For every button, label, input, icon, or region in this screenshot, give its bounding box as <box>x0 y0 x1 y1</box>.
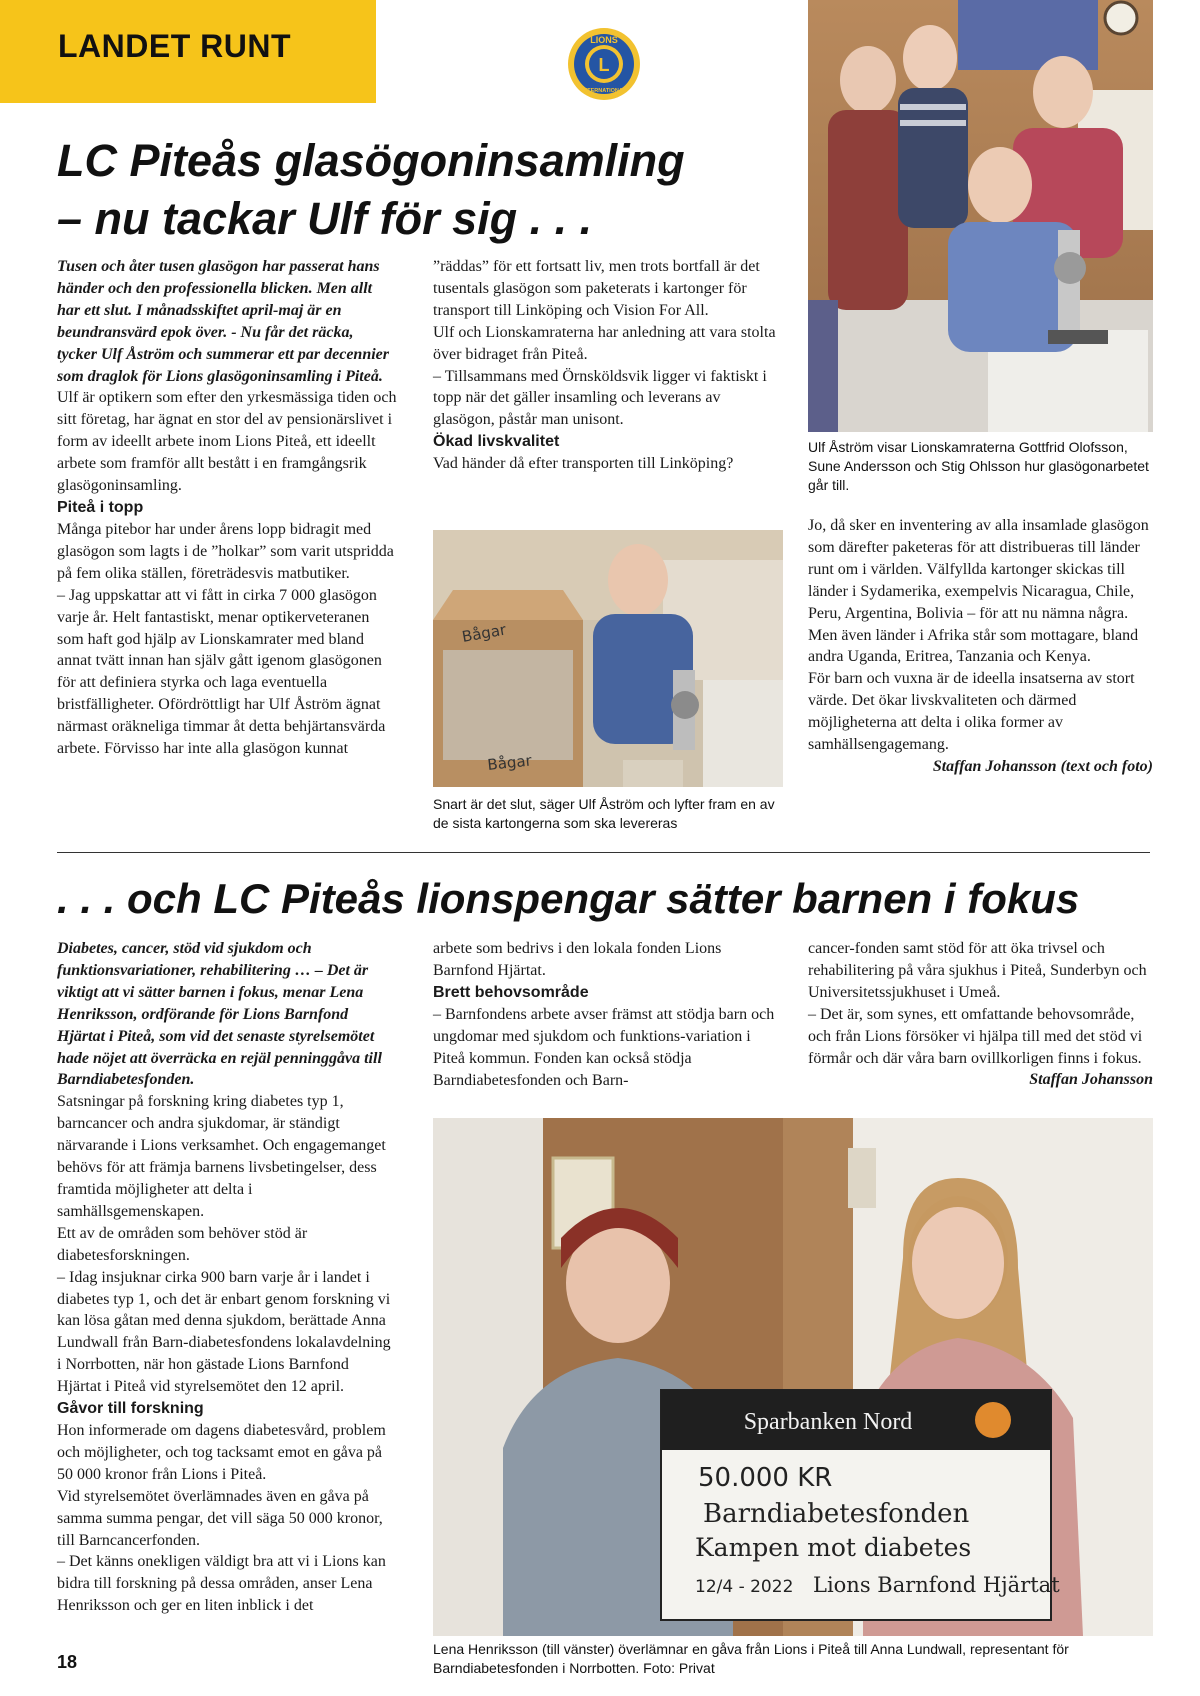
article1-lead: Tusen och åter tusen glasögon har passerat hans händer och den professionella blicken. Men allt har ett slut. I månadsskiftet april-maj är en beundransvärd epok över. - Nu får det räcka, tycker Ulf Åström och summerar ett par decennier som draglok för Lions glasögoninsamling i Piteå. <box>57 258 389 385</box>
photo2-caption: Snart är det slut, säger Ulf Åström och lyfter fram en av de sista kartongerna som ska levereras <box>433 796 775 831</box>
article2-paragraph: Hon informerade om dagens diabetesvård, problem och möjligheter, och tog tacksamt emot en gåva på 50 000 kronor från Lions i Piteå. <box>57 1422 386 1483</box>
article1-subheading-okad-livskvalitet: Ökad livskvalitet <box>433 433 560 451</box>
article1-paragraph: Ulf och Lionskamraterna har anledning att vara stolta över bidraget från Piteå. <box>433 323 776 363</box>
article2-subheading-brett-behovsomrade: Brett behovsområde <box>433 983 589 1001</box>
article2-subheading-gavor-till-forskning: Gåvor till forskning <box>57 1400 204 1418</box>
article2-paragraph: Vid styrelsemötet överlämnades även en gåva på samma summa pengar, det vill säga 50 000 kronor, till Barncancerfonden. <box>57 1487 383 1549</box>
article1-paragraph: Många pitebor har under årens lopp bidragit med glasögon som lagts i de ”holkar” som varit utspridda på fem olika ställen, företrädesvis matbutiker. <box>57 520 394 582</box>
lions-logo <box>566 26 642 102</box>
logo-letter: L <box>598 55 610 75</box>
article1-paragraph: ”räddas” för ett fortsatt liv, men trots bortfall är det tusentals glasögon som paketerats i kartonger för transport till Linköping och Vision For All. <box>433 258 760 319</box>
article1-paragraph: Ulf är optikern som efter den yrkesmässiga tiden och sitt företag, har ägnat en stor del av pensionärslivet i form av ideellt arbete inom Lions Piteå, ett ideellt arbete som framför allt bestått i en framgångsrik glasögoninsamling. <box>57 389 397 495</box>
lions-international-emblem-icon <box>566 26 642 102</box>
article1-subheading-piteå-i-topp: Piteå i topp <box>57 498 144 516</box>
article1-signature: Staffan Johansson (text och foto) <box>932 757 1153 775</box>
article2-paragraph: arbete som bedrivs i den lokala fonden Lions Barnfond Hjärtat. <box>433 940 722 979</box>
cheque-recipient: Barndiabetesfonden <box>703 1499 970 1529</box>
section-label: LANDET RUNT <box>58 28 292 64</box>
article1-title <box>57 132 777 248</box>
article1-column-3 <box>808 515 1153 778</box>
article2-column-3 <box>808 938 1153 1091</box>
article-divider <box>57 852 1150 853</box>
article1-paragraph: Vad händer då efter transporten till Linköping? <box>433 455 734 473</box>
photo-lions-men-microscope <box>808 0 1153 432</box>
photo1-caption: Ulf Åström visar Lionskamraterna Gottfrid Olofsson, Sune Andersson och Stig Ohlsson hur glasögonarbetet går till. <box>808 439 1149 493</box>
article1-column-2 <box>433 256 785 475</box>
cheque-bank-name: Sparbanken Nord <box>743 1409 913 1435</box>
article2-paragraph: cancer-fonden samt stöd för att öka trivsel och rehabilitering på våra sjukhus i Piteå, Sunderbyn och Universitetssjukhuset i Umeå. <box>808 940 1147 1001</box>
article2-paragraph: – Barnfondens arbete avser främst att stödja barn och ungdomar med sjukdom och funktions-variation i Piteå kommun. Fonden kan också stödja Barndiabetesfonden och Barn- <box>433 1005 775 1089</box>
article1-title-line1: LC Piteås glasögoninsamling <box>57 135 685 186</box>
article2-paragraph: Satsningar på forskning kring diabetes typ 1, barncancer och andra sjukdomar, är ständigt närvarande i Lions verksamhet. Och engagemanget behövs för att främja barnens livsbetingelser, dess framtida möjligheter att delta i samhällsgemenskapen. <box>57 1093 386 1220</box>
article1-column-1 <box>57 256 397 760</box>
article2-title: . . . och LC Piteås lionspengar sätter barnen i fokus <box>57 875 1080 922</box>
cheque-amount: 50.000 KR <box>698 1463 833 1493</box>
cheque-signer: Lions Barnfond Hjärtat <box>813 1573 1060 1597</box>
article2-signature: Staffan Johansson <box>1029 1071 1153 1089</box>
logo-top-text: LIONS <box>590 35 618 45</box>
article1-paragraph: Jo, då sker en inventering av alla insamlade glasögon som därefter paketeras för att distribueras till länder runt om i världen. Välfyllda kartonger skickas till länder i Sydamerika, exempelvis Nicaragua, Chile, Peru, Argentina, Bolivia – för att nu nämna några. Men även länder i Afrika står som mottagare, bland andra Uganda, Eritrea, Tanzania och Kenya. <box>808 517 1149 666</box>
logo-bottom-text: INTERNATIONAL <box>581 88 627 94</box>
cheque-memo: Kampen mot diabetes <box>695 1533 972 1562</box>
article1-title-line2: – nu tackar Ulf för sig . . . <box>57 193 593 244</box>
article2-column-1 <box>57 938 397 1617</box>
article2-paragraph: – Det känns onekligen väldigt bra att vi i Lions kan bidra till forskning på dessa områden, anser Lena Henriksson och ger en liten inblick i det <box>57 1553 386 1615</box>
photo3-caption: Lena Henriksson (till vänster) överlämnar en gåva från Lions i Piteå till Anna Lundwall, representant för Barndiabetesfonden i Norrbotten. Foto: Privat <box>433 1641 1069 1676</box>
cheque-date: 12/4 - 2022 <box>695 1577 794 1597</box>
page-number: 18 <box>57 1652 78 1672</box>
article2-column-2 <box>433 938 785 1091</box>
photo-ulf-cartons <box>433 530 783 787</box>
article1-paragraph: – Tillsammans med Örnsköldsvik ligger vi faktiskt i topp när det gäller insamling och leverans av glasögon, påstår man unisont. <box>433 367 767 429</box>
carton-label: Bågar <box>486 751 533 774</box>
carton-label: Bågar <box>460 620 508 646</box>
article2-lead: Diabetes, cancer, stöd vid sjukdom och funktionsvariationer, rehabilitering … – Det är viktigt att vi sätter barnen i fokus, menar Lena Henriksson, ordförande för Lions Barnfond Hjärtat i Piteå, som vid det senaste styrelsemötet hade nöjet att överräcka en rejäl penninggåva till Barndiabetesfonden. <box>57 940 382 1089</box>
article1-paragraph: – Jag uppskattar att vi fått in cirka 7 000 glasögon varje år. Helt fantastiskt, menar optikerveteranen som haft god hjälp av Lionskamrater med bland annat tvätt innan han själv gått igenom glasögonen för att definiera styrka och laga eventuella bristfälligheter. Ofördröttligt har Ulf Åström ägnat närmast oräkneliga timmar åt detta behjärtansvärda arbete. Förvisso har inte alla glasögon kunnat <box>57 586 386 758</box>
article2-paragraph: – Det är, som synes, ett omfattande behovsområde, och från Lions försöker vi hjälpa till med det stöd vi förmår och där våra barn ovillkorligen finns i fokus. <box>808 1005 1143 1067</box>
article2-paragraph: – Idag insjuknar cirka 900 barn varje år i landet i diabetes typ 1, och det är enbart genom forskning vi kan lösa gåtan med denna sjukdom, berättade Anna Lundwall från Barn-diabetesfondens lokalavdelning i Norrbotten, när hon gästade Lions Barnfond Hjärtat i Piteå vid styrelsemötet den 12 april. <box>57 1268 391 1396</box>
article2-paragraph: Ett av de områden som behöver stöd är diabetesforskningen. <box>57 1224 308 1264</box>
photo-cheque-presentation <box>433 1118 1153 1636</box>
article1-paragraph: För barn och vuxna är de ideella insatserna av stort värde. Det ökar livskvaliteten och därmed möjligheterna att delta i olika former av samhällsengagemang. <box>808 670 1135 754</box>
